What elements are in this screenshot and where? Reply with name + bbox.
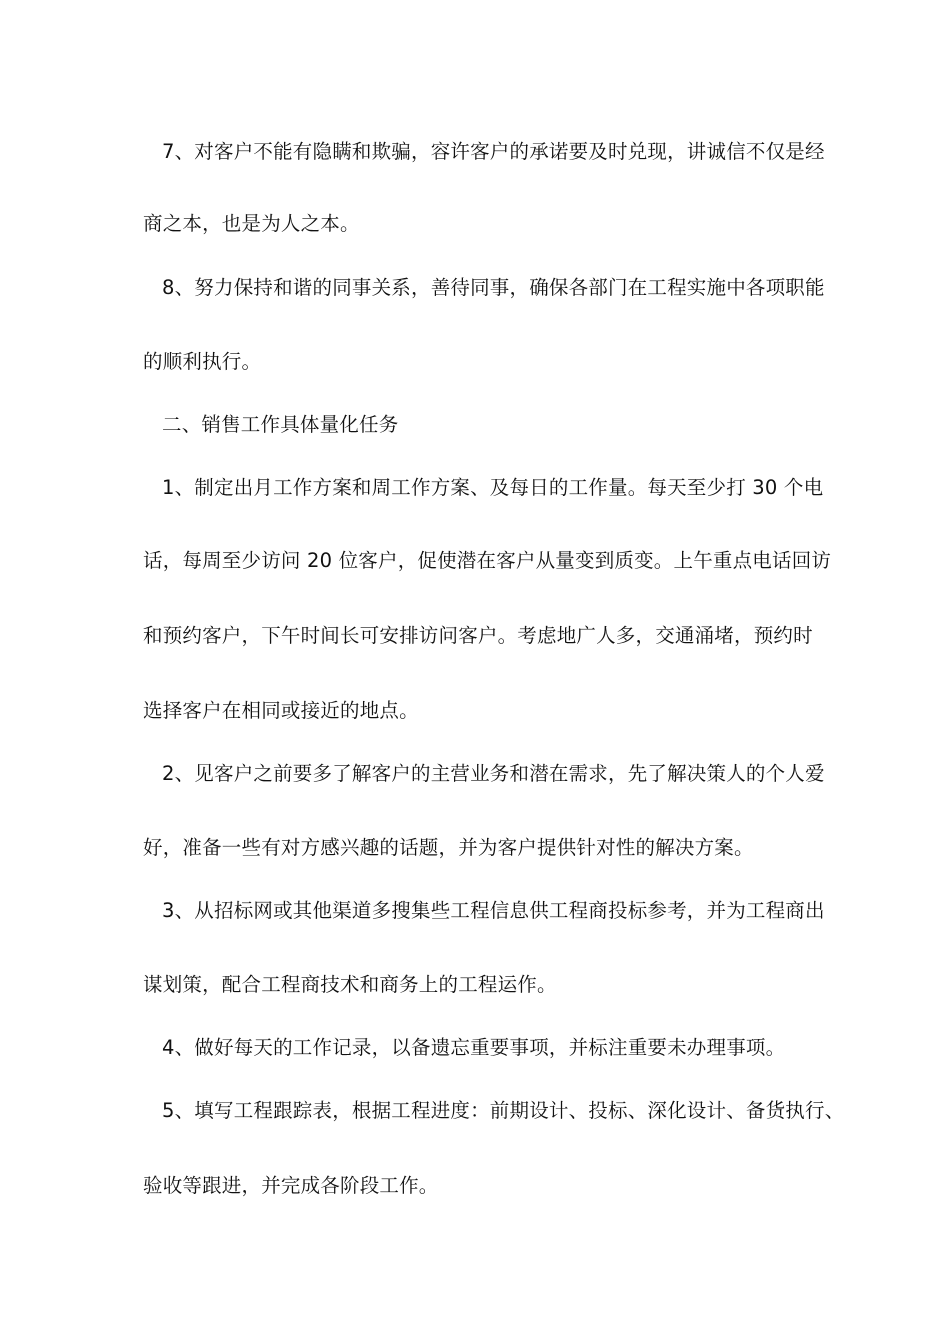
item-3-line-2: 谋划策，配合工程商技术和商务上的工程运作。: [143, 973, 557, 996]
item-5-line-1: 5、填写工程跟踪表，根据工程进度：前期设计、投标、深化设计、备货执行、: [162, 1099, 845, 1122]
item-2-line-1: 2、见客户之前要多了解客户的主营业务和潜在需求，先了解决策人的个人爱: [162, 762, 825, 785]
item-4-line-1: 4、做好每天的工作记录，以备遗忘重要事项，并标注重要未办理事项。: [162, 1036, 786, 1059]
section-heading: 二、销售工作具体量化任务: [162, 413, 399, 436]
item-1-line-1: 1、制定出月工作方案和周工作方案、及每日的工作量。每天至少打 30 个电: [162, 476, 824, 499]
item-2-line-2: 好，准备一些有对方感兴趣的话题，并为客户提供针对性的解决方案。: [143, 836, 754, 859]
item-1-line-2: 话，每周至少访问 20 位客户，促使潜在客户从量变到质变。上午重点电话回访: [143, 549, 832, 572]
item-3-line-1: 3、从招标网或其他渠道多搜集些工程信息供工程商投标参考，并为工程商出: [162, 899, 825, 922]
item-1-line-3: 和预约客户，下午时间长可安排访问客户。考虑地广人多，交通涌堵，预约时: [143, 624, 813, 647]
paragraph-7-line-2: 商之本，也是为人之本。: [143, 212, 360, 235]
item-1-line-4: 选择客户在相同或接近的地点。: [143, 699, 419, 722]
paragraph-8-line-2: 的顺利执行。: [143, 350, 262, 373]
paragraph-7-line-1: 7、对客户不能有隐瞒和欺骗，容许客户的承诺要及时兑现，讲诚信不仅是经: [162, 140, 825, 163]
item-5-line-2: 验收等跟进，并完成各阶段工作。: [143, 1174, 439, 1197]
paragraph-8-line-1: 8、努力保持和谐的同事关系，善待同事，确保各部门在工程实施中各项职能: [162, 276, 825, 299]
